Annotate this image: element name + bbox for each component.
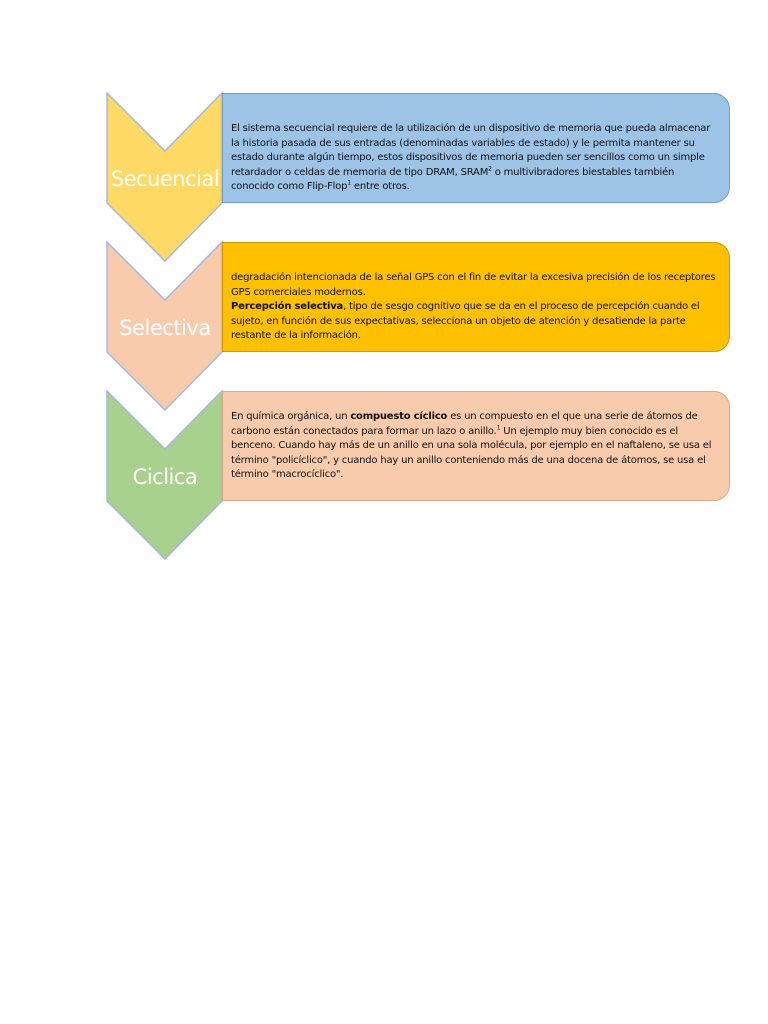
description-box-selectiva <box>222 242 730 352</box>
description-text: En química orgánica, un compuesto cíclico es un compuesto en el que una serie de átomos de carbono están conectados para formar un lazo o anillo.$^1$ Un ejemplo muy bien conocido es el benceno. Cuando hay más de un anillo en una sola molécula, por ejemplo en el naftaleno, se usa el término "policíclico", y cuando hay un anillo conteniendo más de una docena de átomos, se usa el término "macrocíclico". <box>231 411 712 481</box>
description-text: degradación intencionada de la señal GPS con el fin de evitar la excesiva precisión de los receptores GPS comerciales modernos. <box>231 272 716 298</box>
chevron-label-secuencial: Secuencial <box>110 167 220 191</box>
bold-term: compuesto cíclico <box>350 411 448 422</box>
description-box-ciclica <box>222 391 730 501</box>
bold-term: Percepción selectiva <box>231 301 344 313</box>
chevron-label-selectiva: Selectiva <box>119 316 211 340</box>
description-text: Percepción selectiva, tipo de sesgo cognitivo que se da en el proceso de percepción cuando el sujeto, en función de sus expectativas, selecciona un objeto de atención y desatiende la parte restante de la información. <box>231 301 700 342</box>
description-text: El sistema secuencial requiere de la utilización de un dispositivo de memoria que pueda almacenar la historia pasada de sus entradas (denominadas variables de estado) y le permita mantener su estado durante algún tiempo, estos dispositivos de memoria pueden ser sencillos como un simple retardador o celdas de memoria de tipo DRAM, SRAM$^2$ o multivibradores biestables también conocido como Flip-Flop$^1$ entre otros. <box>231 123 711 193</box>
description-box-secuencial <box>222 93 730 203</box>
chevron-label-ciclica: Ciclica <box>132 465 198 489</box>
